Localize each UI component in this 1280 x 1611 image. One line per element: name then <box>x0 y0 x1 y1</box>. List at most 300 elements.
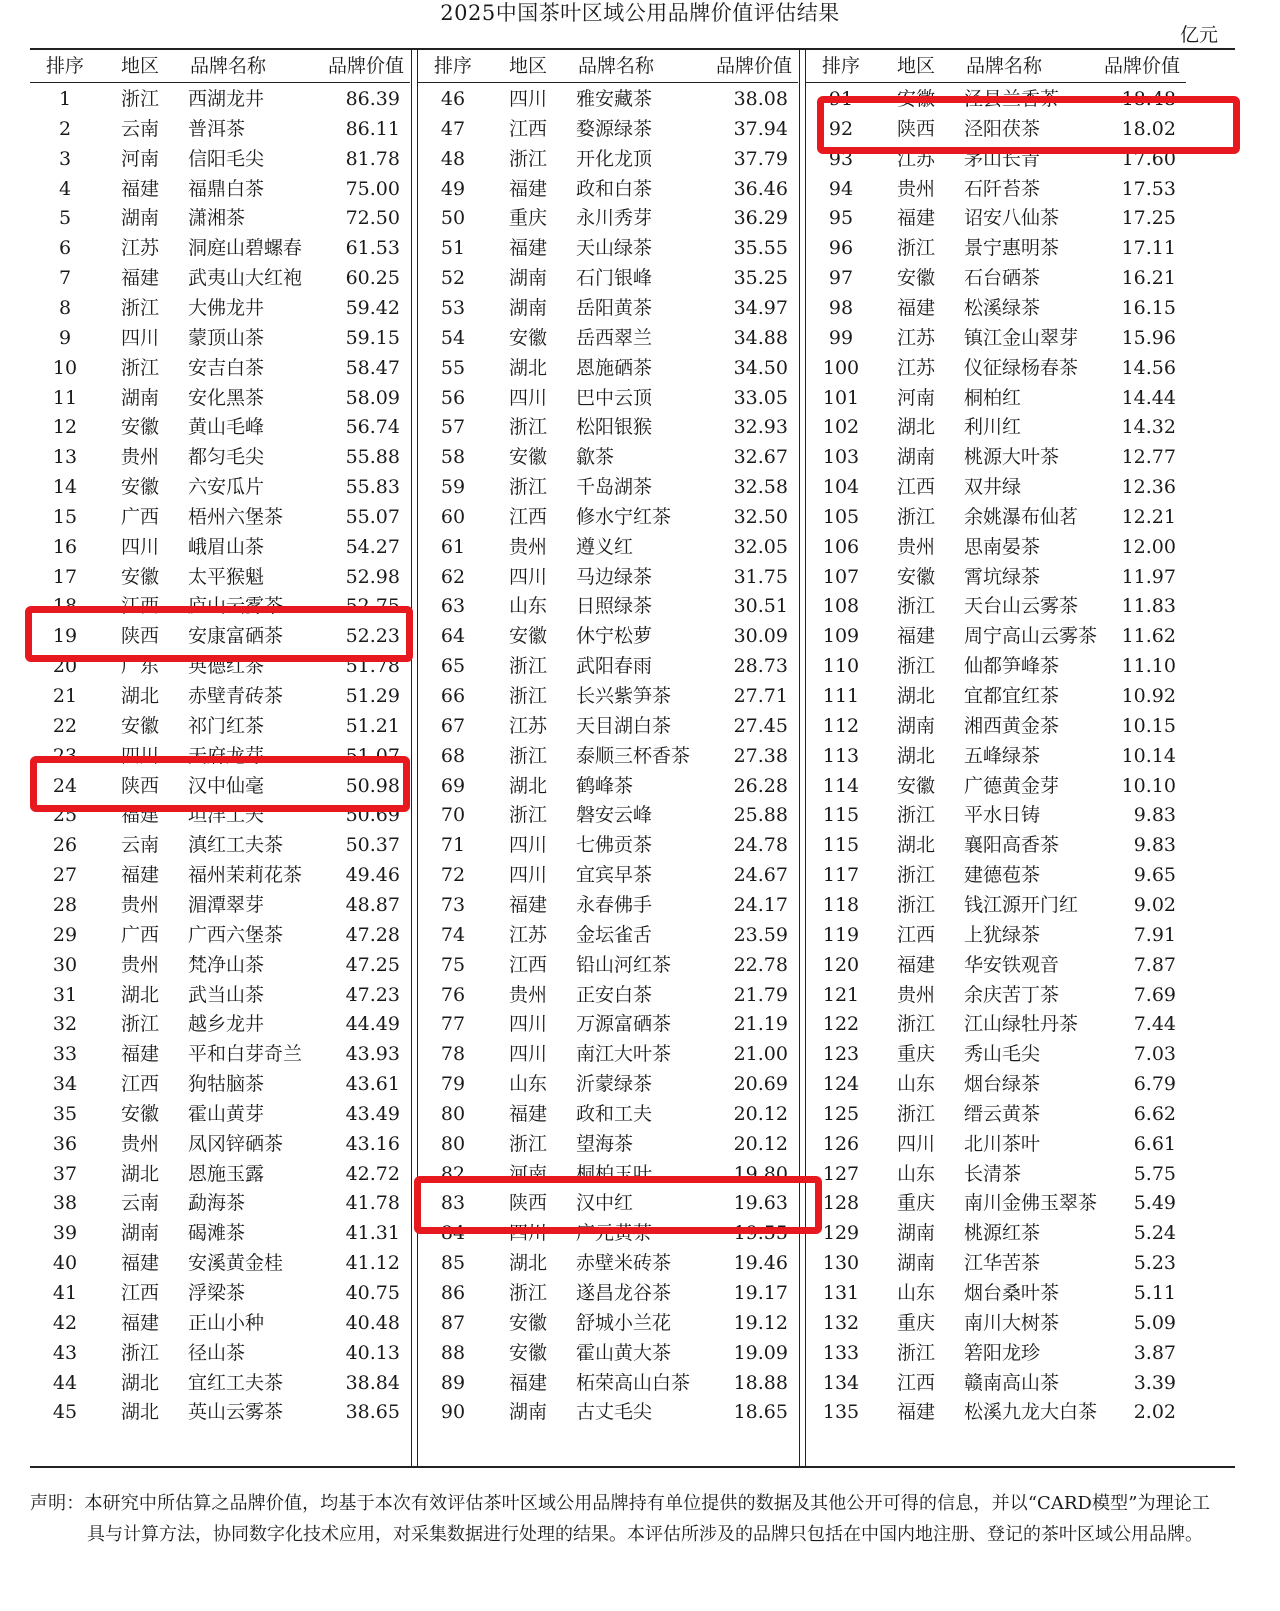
brand-cell: 七佛贡茶 <box>576 834 653 857</box>
brand-cell: 诏安八仙茶 <box>964 207 1060 230</box>
value-cell: 40.75 <box>345 1282 400 1304</box>
rank-cell: 132 <box>822 1311 860 1334</box>
region-cell: 浙江 <box>508 416 547 439</box>
value-cell: 37.79 <box>733 147 788 170</box>
brand-cell: 平和白芽奇兰 <box>188 1043 303 1066</box>
table-row <box>806 383 1186 413</box>
value-cell: 43.93 <box>345 1043 400 1066</box>
value-cell: 9.02 <box>1133 893 1176 916</box>
value-cell: 21.00 <box>733 1043 788 1066</box>
brand-cell: 襄阳高香茶 <box>964 834 1060 857</box>
value-cell: 18.02 <box>1121 117 1176 140</box>
table-row <box>806 203 1186 233</box>
table-row <box>806 1159 1186 1189</box>
value-cell: 9.65 <box>1133 864 1176 887</box>
brand-cell: 遂昌龙谷茶 <box>576 1282 672 1304</box>
rank-cell: 117 <box>822 864 860 887</box>
value-cell: 7.03 <box>1133 1043 1176 1066</box>
region-cell: 湖南 <box>120 207 159 230</box>
table-row <box>30 1159 410 1189</box>
value-cell: 44.49 <box>345 1013 400 1036</box>
region-cell: 四川 <box>508 834 547 857</box>
brand-cell: 开化龙顶 <box>576 147 653 170</box>
table-row <box>806 1009 1186 1039</box>
brand-cell: 泾县兰香茶 <box>964 88 1060 110</box>
region-cell: 湖北 <box>120 1162 159 1185</box>
rank-cell: 62 <box>440 565 466 588</box>
table-row <box>418 980 798 1010</box>
brand-cell: 桐柏红 <box>964 386 1022 409</box>
table-row <box>30 114 410 144</box>
brand-cell: 马边绿茶 <box>576 565 653 588</box>
region-cell: 江苏 <box>508 923 547 946</box>
region-cell: 山东 <box>896 1073 935 1096</box>
rank-cell: 126 <box>822 1132 860 1155</box>
brand-cell: 福鼎白茶 <box>188 177 265 200</box>
region-cell: 福建 <box>120 177 159 200</box>
table-column-3 <box>806 50 1186 1466</box>
region-cell: 福建 <box>508 1102 547 1125</box>
value-cell: 52.23 <box>345 625 400 648</box>
value-cell: 5.75 <box>1133 1162 1176 1185</box>
value-cell: 72.50 <box>345 207 400 230</box>
table-row <box>418 1308 798 1338</box>
table-row <box>806 651 1186 681</box>
rank-cell: 115 <box>822 834 860 857</box>
table-row <box>806 1368 1186 1398</box>
table-row <box>30 203 410 233</box>
value-cell: 12.77 <box>1121 446 1176 469</box>
table-row <box>30 383 410 413</box>
value-cell: 14.32 <box>1121 416 1176 439</box>
brand-cell: 勐海茶 <box>188 1192 246 1215</box>
region-cell: 江苏 <box>896 147 935 170</box>
value-cell: 15.96 <box>1121 326 1176 349</box>
rank-cell: 90 <box>440 1401 466 1424</box>
header-region: 地区 <box>896 55 935 77</box>
value-cell: 47.23 <box>345 983 400 1006</box>
brand-cell: 平水日铸 <box>964 804 1041 827</box>
value-cell: 7.69 <box>1133 983 1176 1006</box>
table-row <box>30 144 410 174</box>
value-cell: 33.05 <box>733 386 788 409</box>
value-cell: 18.65 <box>733 1401 788 1424</box>
highlight-box-rank-92 <box>817 96 1240 154</box>
value-cell: 2.02 <box>1133 1401 1176 1424</box>
brand-cell: 石台硒茶 <box>964 267 1041 290</box>
rank-cell: 104 <box>822 476 860 499</box>
table-row <box>418 203 798 233</box>
value-cell: 49.46 <box>345 864 400 887</box>
table-row <box>418 860 798 890</box>
table-row <box>418 502 798 532</box>
value-cell: 32.58 <box>733 476 788 499</box>
rank-cell: 131 <box>822 1282 860 1304</box>
region-cell: 福建 <box>508 177 547 200</box>
region-cell: 四川 <box>120 326 159 349</box>
region-cell: 云南 <box>120 834 159 857</box>
value-cell: 31.75 <box>733 565 788 588</box>
value-cell: 14.56 <box>1121 356 1176 379</box>
brand-cell: 雅安藏茶 <box>576 88 653 110</box>
region-cell: 湖北 <box>508 1252 547 1275</box>
region-cell: 浙江 <box>896 505 935 528</box>
value-cell: 51.29 <box>345 685 400 707</box>
region-cell: 福建 <box>508 893 547 916</box>
region-cell: 贵州 <box>120 893 159 916</box>
brand-cell: 桃源红茶 <box>964 1222 1041 1245</box>
region-cell: 湖南 <box>896 1222 935 1245</box>
region-cell: 贵州 <box>120 953 159 976</box>
value-cell: 11.97 <box>1121 565 1176 588</box>
rank-cell: 1 <box>58 88 72 110</box>
rank-cell: 22 <box>52 714 78 737</box>
value-cell: 60.25 <box>345 267 400 290</box>
rank-cell: 56 <box>440 386 466 409</box>
region-cell: 四川 <box>896 1132 935 1155</box>
rank-cell: 68 <box>440 744 466 767</box>
rank-cell: 17 <box>52 565 78 588</box>
rank-cell: 53 <box>440 296 466 319</box>
brand-cell: 巴中云顶 <box>576 386 653 409</box>
brand-cell: 修水宁红茶 <box>576 505 672 528</box>
rank-cell: 101 <box>822 386 860 409</box>
brand-cell: 舒城小兰花 <box>576 1311 672 1334</box>
header-region: 地区 <box>120 55 159 77</box>
table-row <box>30 84 410 114</box>
value-cell: 5.24 <box>1133 1222 1176 1245</box>
value-cell: 59.15 <box>345 326 400 349</box>
value-cell: 54.27 <box>345 535 400 558</box>
region-cell: 河南 <box>120 147 159 170</box>
value-cell: 11.62 <box>1121 625 1176 648</box>
region-cell: 福建 <box>896 207 935 230</box>
region-cell: 浙江 <box>120 88 159 110</box>
rank-cell: 130 <box>822 1252 860 1275</box>
brand-cell: 鹤峰茶 <box>576 774 634 797</box>
region-cell: 浙江 <box>508 147 547 170</box>
rank-cell: 80 <box>440 1102 466 1125</box>
region-cell: 湖北 <box>120 685 159 707</box>
table-row <box>418 830 798 860</box>
rank-cell: 91 <box>828 88 854 110</box>
rank-cell: 97 <box>828 267 854 290</box>
value-cell: 16.21 <box>1121 267 1176 290</box>
table-row <box>30 293 410 323</box>
brand-cell: 永川秀芽 <box>576 207 653 230</box>
region-cell: 浙江 <box>896 893 935 916</box>
value-cell: 40.48 <box>345 1311 400 1334</box>
region-cell: 安徽 <box>896 267 935 290</box>
brand-cell: 赣南高山茶 <box>964 1371 1060 1394</box>
rank-cell: 15 <box>52 505 78 528</box>
table-row <box>30 233 410 263</box>
table-row <box>30 681 410 711</box>
table-row <box>418 1069 798 1099</box>
brand-cell: 利川红 <box>964 416 1022 439</box>
region-cell: 安徽 <box>120 1102 159 1125</box>
table-row <box>418 1129 798 1159</box>
value-cell: 52.75 <box>345 595 400 618</box>
brand-cell: 双井绿 <box>964 476 1022 499</box>
region-cell: 湖北 <box>896 834 935 857</box>
region-cell: 浙江 <box>508 655 547 678</box>
value-cell: 36.29 <box>733 207 788 230</box>
value-cell: 47.28 <box>345 923 400 946</box>
rank-cell: 20 <box>52 655 78 678</box>
rank-cell: 100 <box>822 356 860 379</box>
brand-cell: 松溪九龙大白茶 <box>964 1401 1098 1424</box>
rank-cell: 51 <box>440 237 466 260</box>
table-row <box>806 532 1186 562</box>
rank-cell: 3 <box>58 147 72 170</box>
region-cell: 福建 <box>896 296 935 319</box>
rank-cell: 85 <box>440 1252 466 1275</box>
rank-cell: 65 <box>440 655 466 678</box>
region-cell: 重庆 <box>508 207 547 230</box>
brand-cell: 英山云雾茶 <box>188 1401 284 1424</box>
rank-cell: 93 <box>828 147 854 170</box>
table-row <box>806 681 1186 711</box>
table-row <box>418 1338 798 1368</box>
brand-cell: 黄山毛峰 <box>188 416 265 439</box>
region-cell: 贵州 <box>120 446 159 469</box>
table-row <box>418 711 798 741</box>
brand-cell: 石门银峰 <box>576 267 653 290</box>
value-cell: 18.48 <box>1121 88 1176 110</box>
rank-cell: 18 <box>52 595 78 618</box>
rank-cell: 98 <box>828 296 854 319</box>
region-cell: 江西 <box>896 1371 935 1394</box>
table-row <box>418 1099 798 1129</box>
table-row <box>30 711 410 741</box>
table-row <box>30 1069 410 1099</box>
rank-cell: 19 <box>52 625 78 648</box>
table-row <box>30 1397 410 1427</box>
brand-cell: 泾阳茯茶 <box>964 117 1041 140</box>
rank-cell: 46 <box>440 88 466 110</box>
rank-cell: 29 <box>52 923 78 946</box>
rank-cell: 44 <box>52 1371 78 1394</box>
region-cell: 浙江 <box>896 237 935 260</box>
rank-cell: 60 <box>440 505 466 528</box>
header-rank: 排序 <box>433 55 472 77</box>
region-cell: 安徽 <box>896 774 935 797</box>
region-cell: 陕西 <box>120 774 159 797</box>
rank-cell: 70 <box>440 804 466 827</box>
brand-cell: 余姚瀑布仙茗 <box>964 505 1079 528</box>
brand-cell: 磐安云峰 <box>576 804 653 827</box>
value-cell: 56.74 <box>345 416 400 439</box>
brand-cell: 恩施硒茶 <box>576 356 653 379</box>
table-row <box>806 1338 1186 1368</box>
value-cell: 24.67 <box>733 864 788 887</box>
value-cell: 19.17 <box>733 1282 788 1304</box>
value-cell: 38.84 <box>345 1371 400 1394</box>
table-row <box>30 472 410 502</box>
brand-cell: 霄坑绿茶 <box>964 565 1041 588</box>
rank-cell: 41 <box>52 1282 78 1304</box>
table-row <box>30 412 410 442</box>
rank-cell: 58 <box>440 446 466 469</box>
region-cell: 安徽 <box>508 625 547 648</box>
rank-cell: 34 <box>52 1073 78 1096</box>
region-cell: 四川 <box>508 1222 547 1245</box>
table-row <box>418 651 798 681</box>
rank-cell: 111 <box>822 685 860 707</box>
region-cell: 贵州 <box>508 535 547 558</box>
rank-cell: 80 <box>440 1132 466 1155</box>
table-row <box>418 681 798 711</box>
table-row <box>806 1248 1186 1278</box>
region-cell: 江西 <box>508 953 547 976</box>
value-cell: 55.83 <box>345 476 400 499</box>
brand-cell: 广德黄金芽 <box>964 774 1060 797</box>
region-cell: 安徽 <box>120 565 159 588</box>
table-row <box>418 741 798 771</box>
rank-cell: 78 <box>440 1043 466 1066</box>
rank-cell: 99 <box>828 326 854 349</box>
table-row <box>418 323 798 353</box>
brand-cell: 碣滩茶 <box>188 1222 246 1245</box>
brand-cell: 蒙顶山茶 <box>188 326 265 349</box>
rank-cell: 121 <box>822 983 860 1006</box>
region-cell: 浙江 <box>896 864 935 887</box>
table-row <box>806 950 1186 980</box>
region-cell: 湖南 <box>120 386 159 409</box>
region-cell: 浙江 <box>120 1013 159 1036</box>
brand-cell: 太平猴魁 <box>188 565 265 588</box>
rank-cell: 12 <box>52 416 78 439</box>
brand-cell: 松阳银猴 <box>576 416 653 439</box>
rank-cell: 26 <box>52 834 78 857</box>
region-cell: 江苏 <box>896 326 935 349</box>
value-cell: 50.37 <box>345 834 400 857</box>
rank-cell: 134 <box>822 1371 860 1394</box>
region-cell: 江苏 <box>896 356 935 379</box>
rank-cell: 64 <box>440 625 466 648</box>
rank-cell: 21 <box>52 685 78 707</box>
value-cell: 36.46 <box>733 177 788 200</box>
region-cell: 陕西 <box>120 625 159 648</box>
region-cell: 江西 <box>896 923 935 946</box>
table-row <box>806 1069 1186 1099</box>
value-cell: 10.15 <box>1121 714 1176 737</box>
value-cell: 43.61 <box>345 1073 400 1096</box>
region-cell: 贵州 <box>508 983 547 1006</box>
rank-cell: 10 <box>52 356 78 379</box>
rank-cell: 24 <box>52 774 78 797</box>
table-row <box>806 800 1186 830</box>
rank-cell: 14 <box>52 476 78 499</box>
value-cell: 7.44 <box>1133 1013 1176 1036</box>
value-cell: 6.61 <box>1133 1132 1176 1155</box>
rank-cell: 74 <box>440 923 466 946</box>
table-row <box>30 1338 410 1368</box>
table-row <box>806 562 1186 592</box>
table-row <box>30 1099 410 1129</box>
table-row <box>418 1039 798 1069</box>
region-cell: 四川 <box>508 1043 547 1066</box>
value-cell: 51.07 <box>345 744 400 767</box>
region-cell: 湖南 <box>508 267 547 290</box>
brand-cell: 桐柏玉叶 <box>576 1162 653 1185</box>
region-cell: 湖北 <box>120 1371 159 1394</box>
table-row <box>806 1278 1186 1308</box>
rank-cell: 23 <box>52 744 78 767</box>
brand-cell: 汉中红 <box>576 1192 634 1215</box>
rank-cell: 25 <box>52 804 78 827</box>
value-cell: 35.25 <box>733 267 788 290</box>
value-cell: 32.05 <box>733 535 788 558</box>
value-cell: 40.13 <box>345 1341 400 1364</box>
value-cell: 20.69 <box>733 1073 788 1096</box>
brand-cell: 上犹绿茶 <box>964 923 1041 946</box>
brand-cell: 武当山茶 <box>188 983 265 1006</box>
region-cell: 湖南 <box>896 714 935 737</box>
table-row <box>418 1397 798 1427</box>
header-brand: 品牌名称 <box>190 55 267 77</box>
value-cell: 59.42 <box>345 296 400 319</box>
table-row <box>30 323 410 353</box>
rank-cell: 33 <box>52 1043 78 1066</box>
brand-cell: 浮梁茶 <box>188 1282 246 1304</box>
rank-cell: 94 <box>828 177 854 200</box>
region-cell: 福建 <box>120 1043 159 1066</box>
table-row <box>30 1248 410 1278</box>
value-cell: 27.71 <box>733 685 788 707</box>
brand-cell: 金坛雀舌 <box>576 923 653 946</box>
brand-cell: 周宁高山云雾茶 <box>964 625 1098 648</box>
table-header <box>806 50 1186 83</box>
brand-cell: 遵义红 <box>576 535 634 558</box>
region-cell: 四川 <box>120 535 159 558</box>
brand-cell: 宜都宜红茶 <box>964 685 1060 707</box>
brand-cell: 径山茶 <box>188 1341 246 1364</box>
brand-cell: 湄潭翠芽 <box>188 893 265 916</box>
table-row <box>418 174 798 204</box>
value-cell: 17.25 <box>1121 207 1176 230</box>
table-row <box>30 442 410 472</box>
value-cell: 52.98 <box>345 565 400 588</box>
value-cell: 11.10 <box>1121 655 1176 678</box>
rank-cell: 105 <box>822 505 860 528</box>
table-row <box>806 1129 1186 1159</box>
header-value: 品牌价值 <box>1103 55 1180 77</box>
highlight-box-rank-83 <box>414 1176 822 1234</box>
brand-cell: 峨眉山茶 <box>188 535 265 558</box>
brand-cell: 万源富硒茶 <box>576 1013 672 1036</box>
rank-cell: 6 <box>58 237 72 260</box>
value-cell: 6.62 <box>1133 1102 1176 1125</box>
brand-cell: 都匀毛尖 <box>188 446 265 469</box>
rank-cell: 54 <box>440 326 466 349</box>
region-cell: 云南 <box>120 1192 159 1215</box>
region-cell: 福建 <box>896 1401 935 1424</box>
brand-cell: 梧州六堡茶 <box>188 505 284 528</box>
region-cell: 福建 <box>120 804 159 827</box>
brand-cell: 安溪黄金桂 <box>188 1252 284 1275</box>
region-cell: 贵州 <box>896 535 935 558</box>
value-cell: 43.49 <box>345 1102 400 1125</box>
rank-cell: 55 <box>440 356 466 379</box>
table-row <box>418 800 798 830</box>
rank-cell: 43 <box>52 1341 78 1364</box>
region-cell: 山东 <box>896 1282 935 1304</box>
value-cell: 12.00 <box>1121 535 1176 558</box>
value-cell: 50.98 <box>345 774 400 797</box>
region-cell: 陕西 <box>896 117 935 140</box>
